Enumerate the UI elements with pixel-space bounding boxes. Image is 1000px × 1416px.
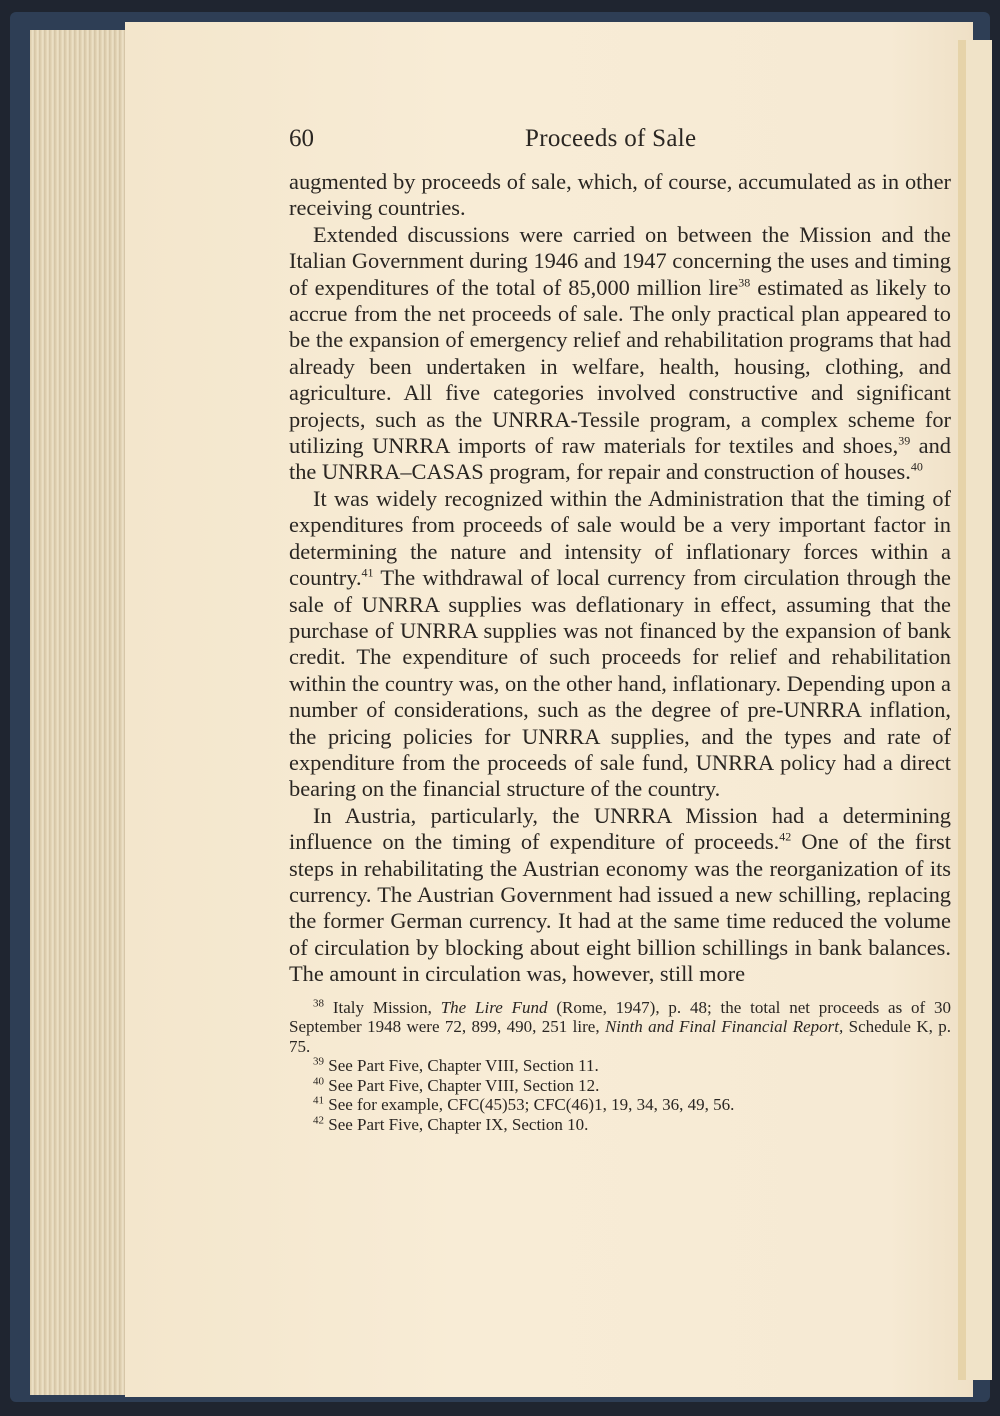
- footnote: [289, 1056, 951, 1076]
- footnote-text: Schedule K, p. 75.: [289, 1017, 951, 1056]
- footnote-title: The Lire Fund: [440, 997, 548, 1017]
- page-edges: [30, 30, 140, 1395]
- body-text: [289, 169, 951, 988]
- paragraph: [289, 486, 951, 803]
- footnote-text: See for example, CFC(45)53; CFC(46)1, 19, 34, 36, 49, 56.: [328, 1095, 735, 1115]
- footnote-number: 40: [313, 1074, 324, 1087]
- footnote-number: 42: [313, 1113, 324, 1126]
- footnote-ref: 42: [779, 829, 792, 844]
- footnote: [289, 1076, 951, 1096]
- page-text: [289, 125, 951, 1134]
- footnote-ref: 39: [898, 433, 911, 448]
- paragraph: [289, 169, 951, 222]
- paragraph-text: It was widely recognized within the Administration that the timing of expenditures from proceeds of sale would be a very important factor in determining the nature and intensity of inflationary forces within a country.: [289, 485, 951, 591]
- paragraph-text: In Austria, particularly, the UNRRA Mission had a determining influence on the timing of expenditure of proceeds.: [289, 802, 951, 855]
- page-number: 60: [289, 125, 314, 152]
- paragraph: [289, 803, 951, 988]
- paragraph-text: estimated as likely to accrue from the net proceeds of sale. The only practical plan appeared to be the expansion of emergency relief and rehabilitation programs that had already been undertaken in welfare, health, housing, clothing, and agriculture. All five categories involved constructive and significant projects, such as the UNRRA-Tessile program, a complex scheme for utilizing UNRRA imports of raw materials for textiles and shoes,: [289, 274, 951, 459]
- footnote-text: Italy Mission,: [332, 997, 441, 1017]
- footnote: [289, 1115, 951, 1135]
- paragraph-text: and the UNRRA–CASAS program, for repair and construction of houses.: [289, 433, 951, 485]
- page-header: [289, 125, 951, 169]
- footnote-ref: 40: [910, 460, 923, 474]
- footnote-number: 38: [313, 996, 324, 1009]
- footnote-number: 39: [313, 1055, 324, 1068]
- right-edge-strip: [958, 40, 966, 1380]
- footnote-text: (Rome, 1947), p. 48; the total net proceeds as of 30 September 1948 were 72, 899, 490, 251 lire,: [289, 997, 952, 1037]
- footnote: [289, 1095, 951, 1115]
- footnotes: [289, 998, 951, 1135]
- footnote-ref: 41: [361, 565, 374, 580]
- running-head: Proceeds of Sale: [525, 125, 697, 152]
- footnote-text: See Part Five, Chapter VIII, Section 12.: [328, 1075, 600, 1095]
- right-page-edge: [958, 40, 992, 1380]
- paragraph-text: augmented by proceeds of sale, which, of course, accumulated as in other receiving countries.: [289, 169, 951, 221]
- footnote-text: See Part Five, Chapter VIII, Section 11.: [328, 1056, 599, 1076]
- footnote-number: 41: [313, 1094, 324, 1107]
- paragraph: [289, 222, 951, 486]
- footnote-ref: 38: [738, 275, 751, 290]
- footnote-text: See Part Five, Chapter IX, Section 10.: [328, 1114, 589, 1134]
- paragraph-text: Extended discussions were carried on between the Mission and the Italian Government during 1946 and 1947 concerning the uses and timing of expenditures of the total of 85,000 million lire: [289, 221, 951, 300]
- paragraph-text: The withdrawal of local currency from circulation through the sale of UNRRA supplies was deflationary in effect, assuming that the purchase of UNRRA supplies was not financed by the expansion of bank credit. The expenditure of such proceeds for relief and rehabilitation within the country was, on the other hand, inflationary. Depending upon a number of considerations, such as the degree of pre-UNRRA inflation, the pricing policies for UNRRA supplies, and the types and rate of expenditure from the proceeds of sale fund, UNRRA policy had a direct bearing on the financial structure of the country.: [289, 565, 951, 802]
- footnote-title: Ninth and Final Financial Report,: [604, 1017, 844, 1037]
- paragraph-text: One of the first steps in rehabilitating the Austrian economy was the reorganization of its currency. The Austrian Government had issued a new schilling, replacing the former German currency. It had at the same time reduced the volume of circulation by blocking about eight billion schillings in bank balances. The amount in circulation was, however, still more: [289, 829, 951, 987]
- footnote-list: [289, 1056, 951, 1134]
- footnote: [289, 998, 951, 1057]
